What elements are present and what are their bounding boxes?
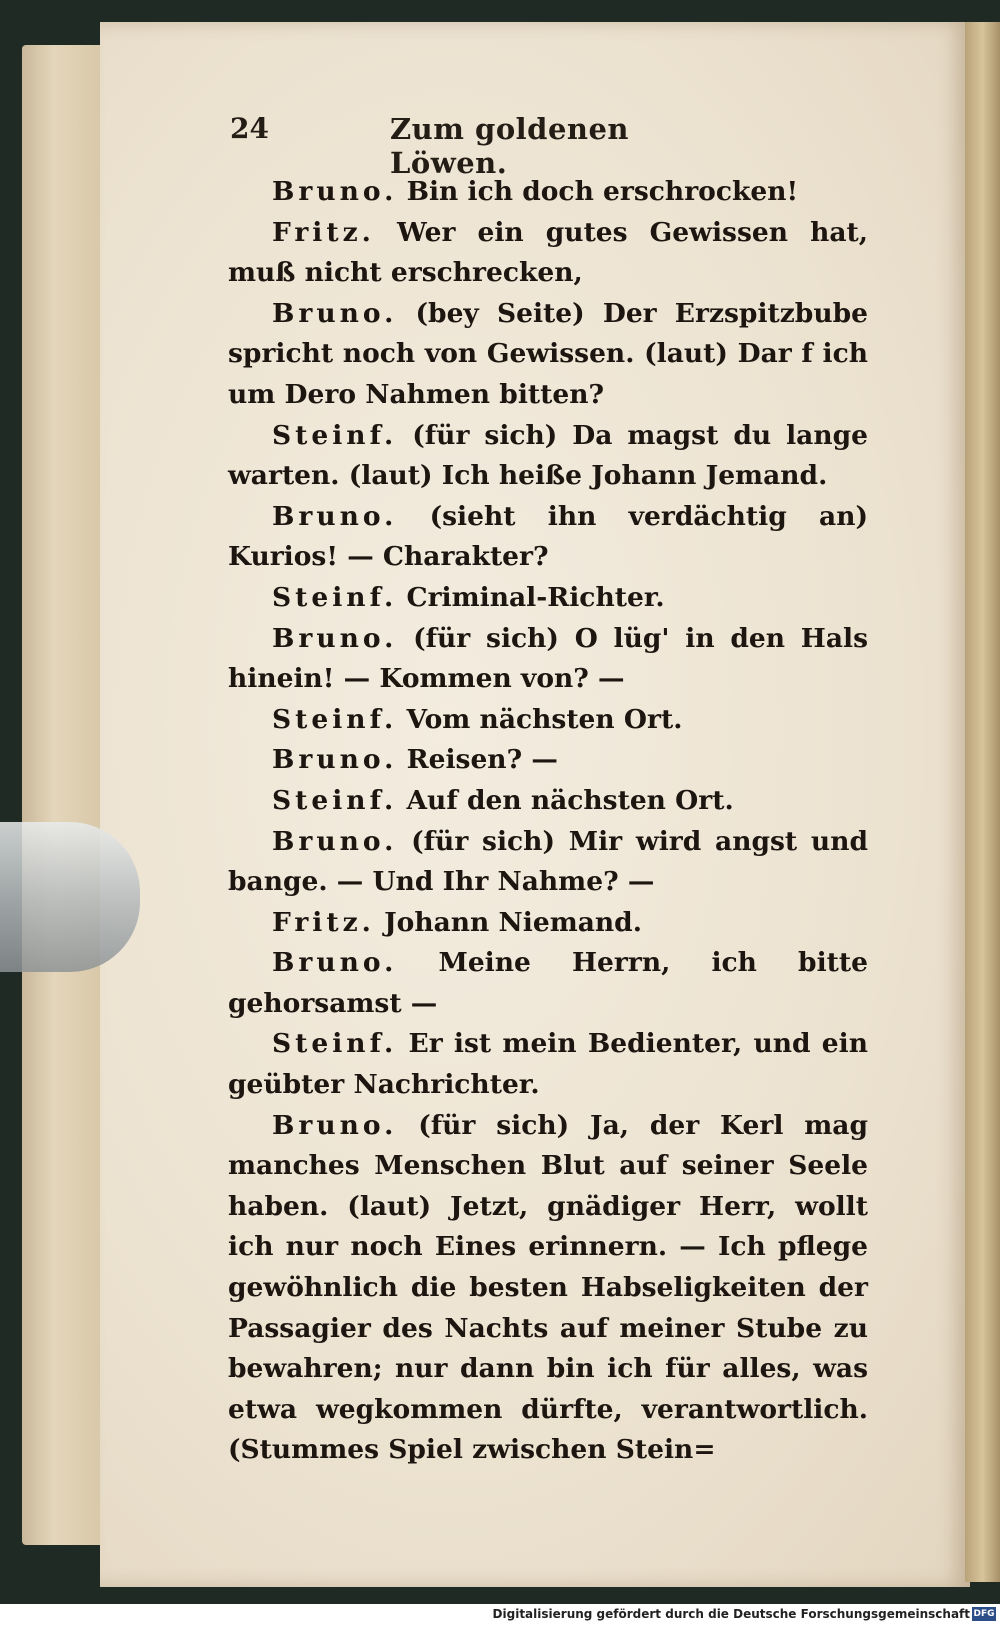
dialogue-text: Bin ich doch erschrocken! (397, 176, 799, 207)
dialogue-text: Er ist mein Bedienter, und ein geübter Nachrichter. (228, 1028, 868, 1101)
speaker-name: Bruno. (272, 947, 398, 979)
speaker-name: Steinf. (272, 581, 398, 613)
dialogue-text: Meine Herrn, ich bitte gehorsamst — (228, 947, 868, 1019)
dialogue-text: (für sich) Mir wird angst und bange. — Und Ihr Nahme? — (228, 825, 868, 898)
page-body-text (228, 172, 868, 1471)
speaker-name: Bruno. (272, 500, 398, 532)
paragraph (228, 619, 868, 700)
speaker-name: Bruno. (272, 176, 398, 207)
footer-credit: Digitalisierung gefördert durch die Deutsche Forschungsgemeinschaft (492, 1607, 970, 1621)
speaker-name: Steinf. (272, 703, 398, 735)
page-holder-clip (0, 822, 140, 972)
paragraph (228, 497, 868, 578)
paragraph (228, 822, 868, 903)
dialogue-text: (für sich) Ja, der Kerl mag manches Menschen Blut auf seiner Seele haben. (laut) Jetzt, gnädiger Herr, wollt ich nur noch Eines erinnern. — Ich pflege gewöhnlich die besten Habseligkeiten der Passagier des Nachts auf meiner Stube zu bewahren; nur dann bin ich für alles, was etwa wegkommen dürfte, verantwortlich. (Stummes Spiel zwischen Stein= (228, 1109, 868, 1466)
paragraph (228, 578, 868, 619)
speaker-name: Bruno. (272, 622, 398, 654)
speaker-name: Fritz. (272, 906, 375, 938)
dialogue-text: Reisen? — (397, 744, 558, 776)
dialogue-text: (sieht ihn verdächtig an) Kurios! — Charakter? (228, 500, 868, 573)
paragraph (228, 172, 868, 213)
speaker-name: Bruno. (272, 1109, 398, 1141)
speaker-name: Steinf. (272, 784, 398, 816)
dialogue-text: (für sich) O lüg' in den Hals hinein! — Kommen von? — (228, 622, 868, 695)
speaker-name: Steinf. (272, 1028, 398, 1060)
paragraph (228, 903, 868, 944)
running-head: Zum goldenen Löwen. (390, 112, 630, 180)
paragraph (228, 1024, 868, 1105)
dialogue-text: Vom nächsten Ort. (397, 703, 683, 735)
dialogue-text: (bey Seite) Der Erzspitzbube spricht noch von Gewissen. (laut) Dar f ich um Dero Nahmen bitten? (228, 297, 868, 410)
paragraph (228, 700, 868, 741)
paragraph (228, 416, 868, 497)
dialogue-text: Criminal-Richter. (397, 581, 665, 613)
paragraph (228, 943, 868, 1024)
paragraph (228, 781, 868, 822)
dialogue-text: Wer ein gutes Gewissen hat, muß nicht erschrecken, (228, 216, 868, 289)
book-page-stack (22, 45, 102, 1545)
page-header (230, 112, 710, 180)
paragraph (228, 740, 868, 781)
dialogue-text: Johann Niemand. (374, 906, 642, 938)
dialogue-text: (für sich) Da magst du lange warten. (laut) Ich heiße Johann Jemand. (228, 419, 868, 492)
speaker-name: Bruno. (272, 744, 398, 776)
speaker-name: Steinf. (272, 419, 398, 451)
paragraph (228, 294, 868, 416)
paragraph (228, 213, 868, 294)
book-right-edge (965, 22, 1000, 1582)
page-number: 24 (230, 112, 269, 145)
dialogue-text: Auf den nächsten Ort. (397, 784, 734, 816)
dfg-logo-icon: DFG (973, 1609, 995, 1619)
paragraph (228, 1106, 868, 1471)
speaker-name: Bruno. (272, 825, 398, 857)
speaker-name: Bruno. (272, 297, 398, 329)
speaker-name: Fritz. (272, 216, 375, 248)
